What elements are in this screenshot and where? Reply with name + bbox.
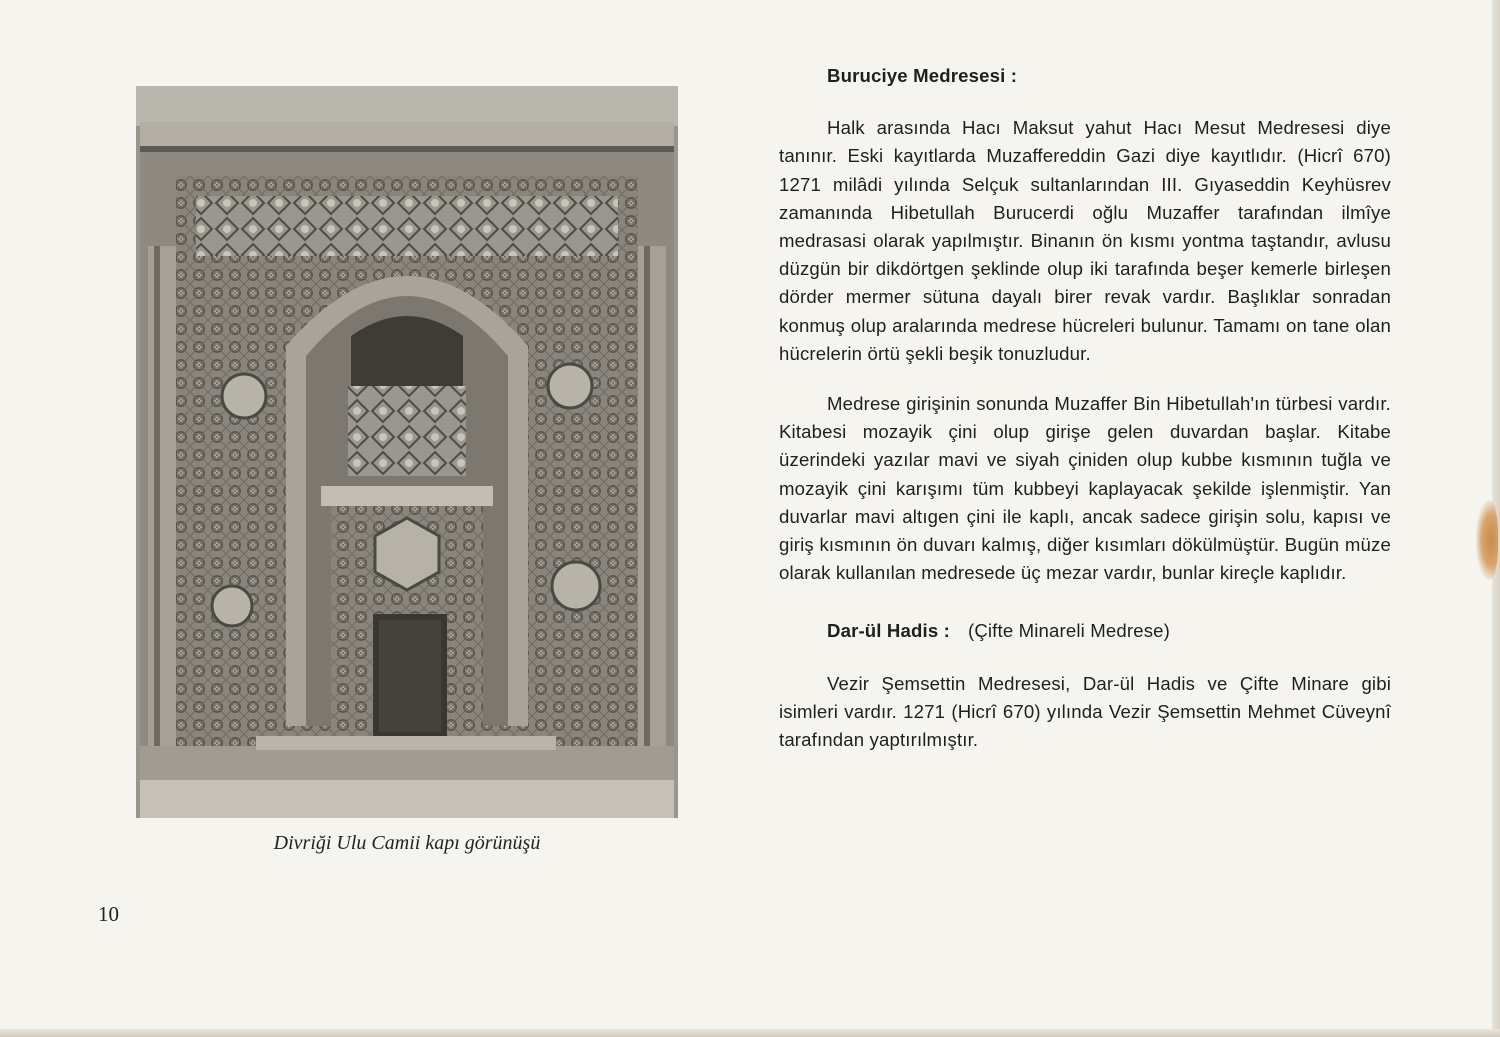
paper-stain — [1476, 500, 1498, 580]
paragraph-buruciye-2: Medrese girişinin sonunda Muzaffer Bin Hibetullah'ın türbesi vardır. Kitabesi mozayik çini olup girişe gelen duvardan başlar. Kitabe üzerindeki yazılar mavi ve siyah çiniden olup kubbe kısmının tuğla ve mozayik çini karışımı tüm kubbeyi kaplayacak şekilde işlenmiştir. Yan duvarlar mavi altıgen çini ile kaplı, ancak sadece girişin solu, kapısı ve giriş kısmının ön duvarı kalmış, diğer kısımları dökülmüştür. Bugün müze olarak kullanılan medresede üç mezar vardır, bunlar kireçle kaplıdır. — [779, 393, 1391, 584]
section-heading-buruciye: Buruciye Medresesi : — [827, 65, 1018, 86]
text-column — [779, 62, 1391, 754]
paragraph-buruciye-1: Halk arasında Hacı Maksut yahut Hacı Mesut Medresesi diye tanınır. Eski kayıtlarda Muzaffereddin Gazi diye kayıtlıdır. (Hicrî 670) 1271 milâdi yılında Selçuk sultanlarından III. Gıyaseddin Keyhüsrev zamanında Hibetullah Burucerdi oğlu Muzaffer tarafından ilmîye medrasasi olarak yapılmıştır. Binanın ön kısmı yontma taştandır, avlusu düzgün bir dikdörtgen şeklinde olup iki tarafında beşer kemerle birleşen dörder mermer sütuna dayalı birer revak vardır. Başlıklar sonradan konmuş olup aralarında medrese hücreleri bulunur. Tamamı on tane olan hücrelerin örtü şekli beşik tonuzludur. — [779, 117, 1391, 364]
darul-hadis-title: Dar-ül Hadis : — [827, 620, 950, 642]
darul-hadis-subtitle: (Çifte Minareli Medrese) — [967, 620, 1170, 642]
paragraph-darul-hadis-1: Vezir Şemsettin Medresesi, Dar-ül Hadis ve Çifte Minare gibi isimleri vardır. 1271 (Hicrî 670) yılında Vezir Şemsettin Mehmet Cüveynî tarafından yaptırılmıştır. — [779, 672, 1391, 751]
figure-caption: Divriği Ulu Camii kapı görünüşü — [273, 832, 541, 854]
portal-photo-drawing — [136, 86, 678, 818]
portal-photo — [136, 86, 678, 818]
section-heading-darul-hadis — [827, 617, 1391, 645]
page-number: 10 — [98, 902, 119, 926]
page-edge-bottom — [0, 1029, 1500, 1037]
